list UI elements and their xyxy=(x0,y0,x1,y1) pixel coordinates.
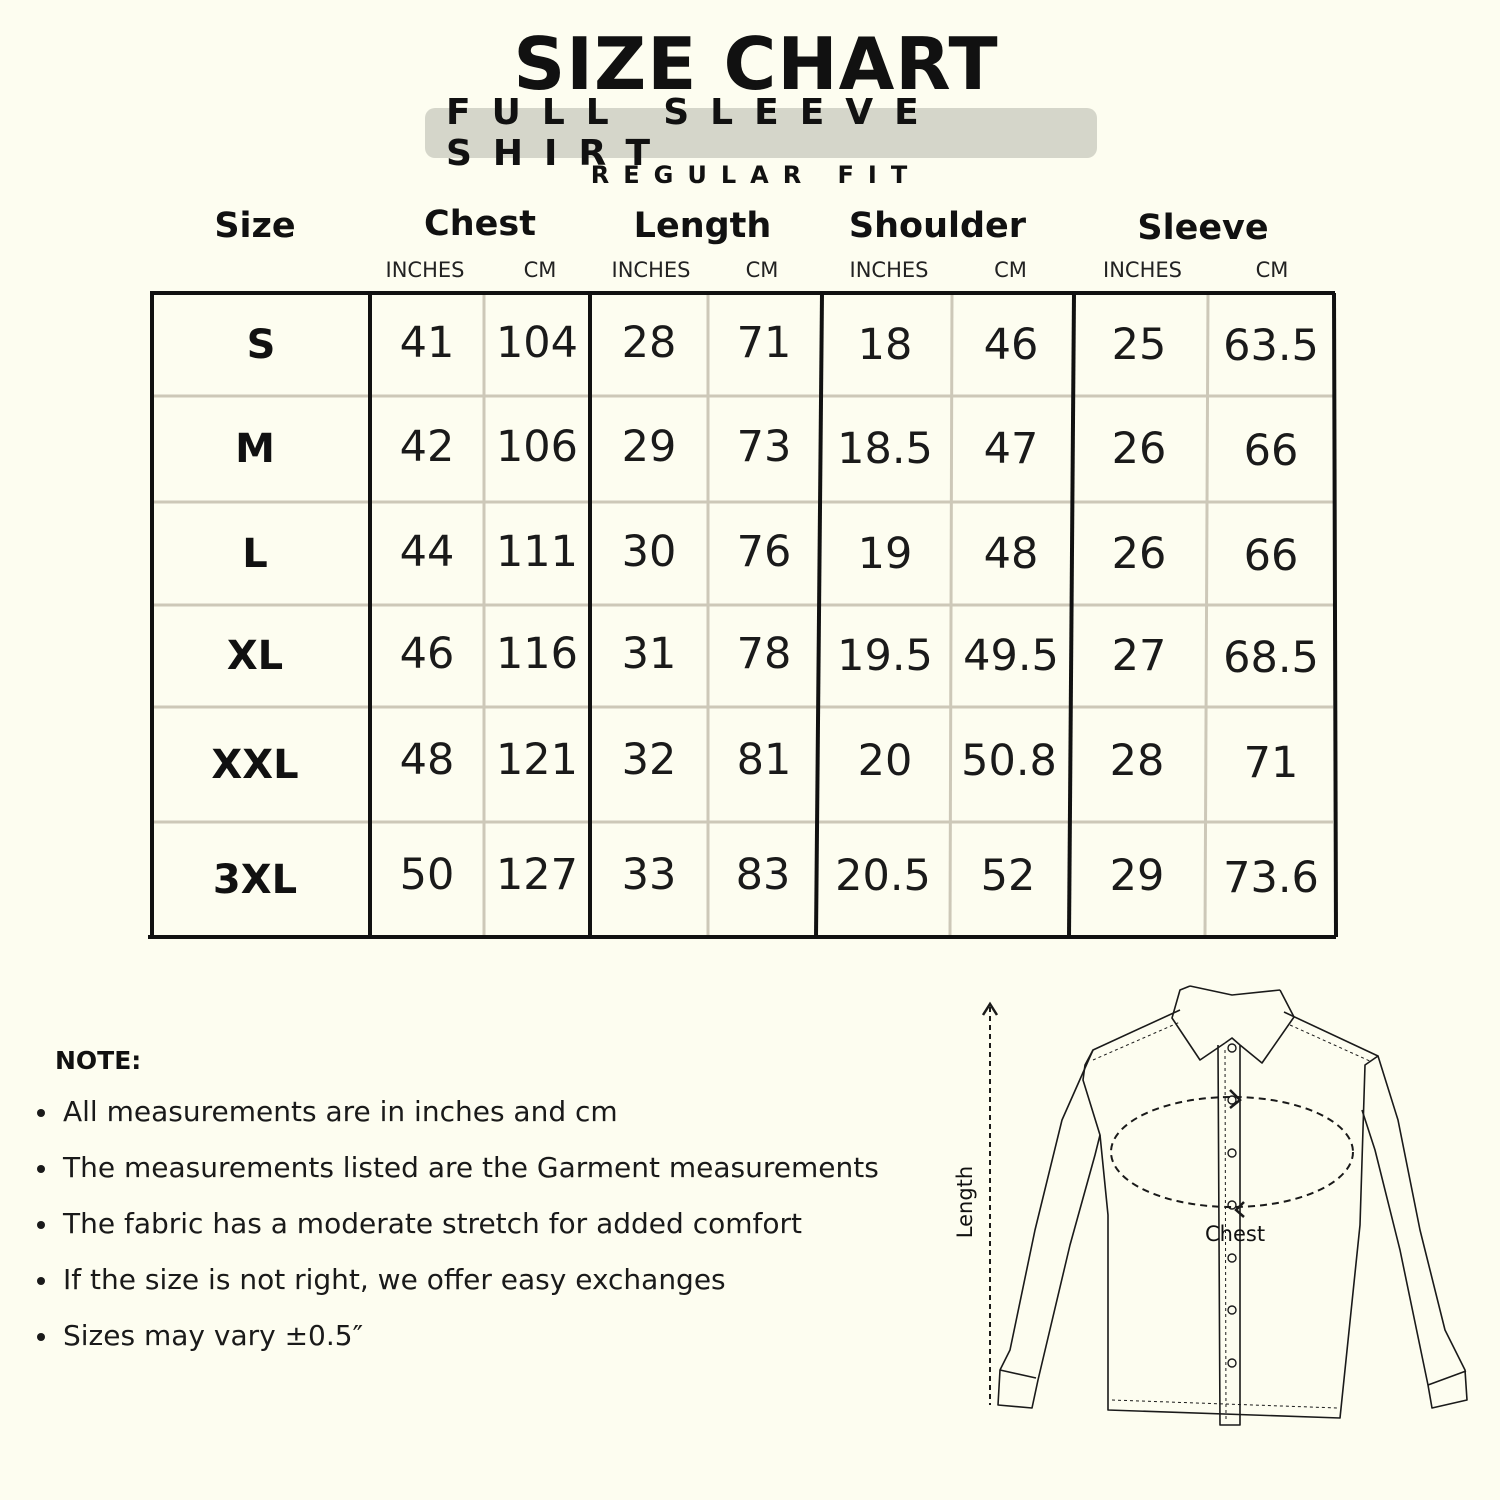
header-length: Length xyxy=(633,206,772,246)
cell-shoulder-cm: 46 xyxy=(983,319,1039,370)
header-sleeve-inches: INCHES xyxy=(1103,258,1182,282)
shirt-diagram xyxy=(940,975,1480,1435)
cell-chest-in: 41 xyxy=(399,318,455,368)
cell-length-cm: 73 xyxy=(736,422,792,472)
fit-label: REGULAR FIT xyxy=(590,161,922,189)
header-chest-cm: CM xyxy=(523,258,557,282)
header-chest: Chest xyxy=(424,204,536,244)
cell-length-in: 29 xyxy=(621,422,677,472)
cell-sleeve-in: 27 xyxy=(1111,631,1167,681)
cell-length-in: 28 xyxy=(621,318,677,368)
cell-chest-cm: 121 xyxy=(495,734,579,785)
cell-chest-cm: 127 xyxy=(495,849,579,900)
cell-chest-in: 46 xyxy=(399,629,455,679)
cell-size: XL xyxy=(226,633,284,679)
cell-size: 3XL xyxy=(212,856,298,903)
cell-sleeve-cm: 66 xyxy=(1243,426,1299,476)
cell-chest-cm: 116 xyxy=(495,629,579,679)
header-sleeve: Sleeve xyxy=(1137,208,1269,248)
header-length-inches: INCHES xyxy=(611,258,691,282)
cell-shoulder-cm: 52 xyxy=(980,851,1036,901)
cell-length-cm: 81 xyxy=(736,734,792,785)
page-title: SIZE CHART xyxy=(513,22,999,106)
header-shoulder-cm: CM xyxy=(994,258,1027,282)
cell-length-cm: 83 xyxy=(735,849,791,900)
note-item: The fabric has a moderate stretch for added comfort xyxy=(34,1202,879,1258)
cell-length-cm: 71 xyxy=(736,318,792,368)
header-length-cm: CM xyxy=(745,258,779,282)
cell-chest-in: 44 xyxy=(399,526,455,577)
note-item: The measurements listed are the Garment measurements xyxy=(34,1146,879,1202)
header-sleeve-cm: CM xyxy=(1255,258,1289,282)
subtitle-text: FULL SLEEVE SHIRT xyxy=(446,92,940,174)
cell-shoulder-in: 20.5 xyxy=(835,851,931,901)
cell-length-in: 32 xyxy=(621,734,677,785)
cell-sleeve-in: 26 xyxy=(1111,528,1167,579)
cell-length-cm: 76 xyxy=(736,526,792,577)
note-item: If the size is not right, we offer easy exchanges xyxy=(34,1258,879,1314)
note-item: Sizes may vary ±0.5″ xyxy=(34,1314,879,1370)
cell-length-in: 33 xyxy=(621,849,677,900)
cell-shoulder-in: 20 xyxy=(857,736,913,786)
cell-length-in: 30 xyxy=(621,526,677,577)
cell-shoulder-cm: 50.8 xyxy=(961,736,1057,786)
cell-sleeve-in: 29 xyxy=(1109,851,1165,901)
note-heading: NOTE: xyxy=(55,1046,142,1075)
cell-shoulder-cm: 47 xyxy=(983,424,1039,474)
cell-size: S xyxy=(246,321,276,368)
cell-shoulder-cm: 48 xyxy=(983,528,1039,579)
cell-sleeve-cm: 66 xyxy=(1243,530,1299,581)
cell-length-cm: 78 xyxy=(736,629,792,679)
header-shoulder: Shoulder xyxy=(848,206,1027,246)
cell-chest-in: 48 xyxy=(399,734,455,785)
cell-shoulder-in: 19.5 xyxy=(837,631,933,681)
chest-label: Chest xyxy=(1205,1222,1266,1246)
cell-sleeve-cm: 68.5 xyxy=(1223,633,1319,683)
cell-shoulder-in: 18 xyxy=(857,319,913,370)
cell-size: L xyxy=(242,530,268,577)
cell-sleeve-in: 25 xyxy=(1111,319,1167,370)
cell-sleeve-cm: 63.5 xyxy=(1223,321,1319,371)
cell-size: XXL xyxy=(211,741,299,788)
header-chest-inches: INCHES xyxy=(385,258,465,282)
cell-sleeve-cm: 71 xyxy=(1243,738,1299,788)
header-size: Size xyxy=(214,206,296,246)
cell-chest-cm: 111 xyxy=(495,526,579,577)
cell-sleeve-cm: 73.6 xyxy=(1223,853,1319,903)
note-item: All measurements are in inches and cm xyxy=(34,1090,879,1146)
cell-size: M xyxy=(235,426,275,472)
length-label: Length xyxy=(953,1165,977,1239)
cell-shoulder-in: 19 xyxy=(857,528,913,579)
notes-list xyxy=(34,1090,879,1370)
cell-length-in: 31 xyxy=(621,629,677,679)
cell-sleeve-in: 26 xyxy=(1111,424,1167,474)
cell-chest-cm: 104 xyxy=(495,318,579,368)
cell-chest-in: 50 xyxy=(399,849,455,900)
cell-chest-cm: 106 xyxy=(495,422,579,472)
cell-sleeve-in: 28 xyxy=(1109,736,1165,786)
cell-chest-in: 42 xyxy=(399,422,455,472)
header-shoulder-inches: INCHES xyxy=(849,258,929,282)
cell-shoulder-in: 18.5 xyxy=(837,424,933,474)
cell-shoulder-cm: 49.5 xyxy=(963,631,1059,681)
